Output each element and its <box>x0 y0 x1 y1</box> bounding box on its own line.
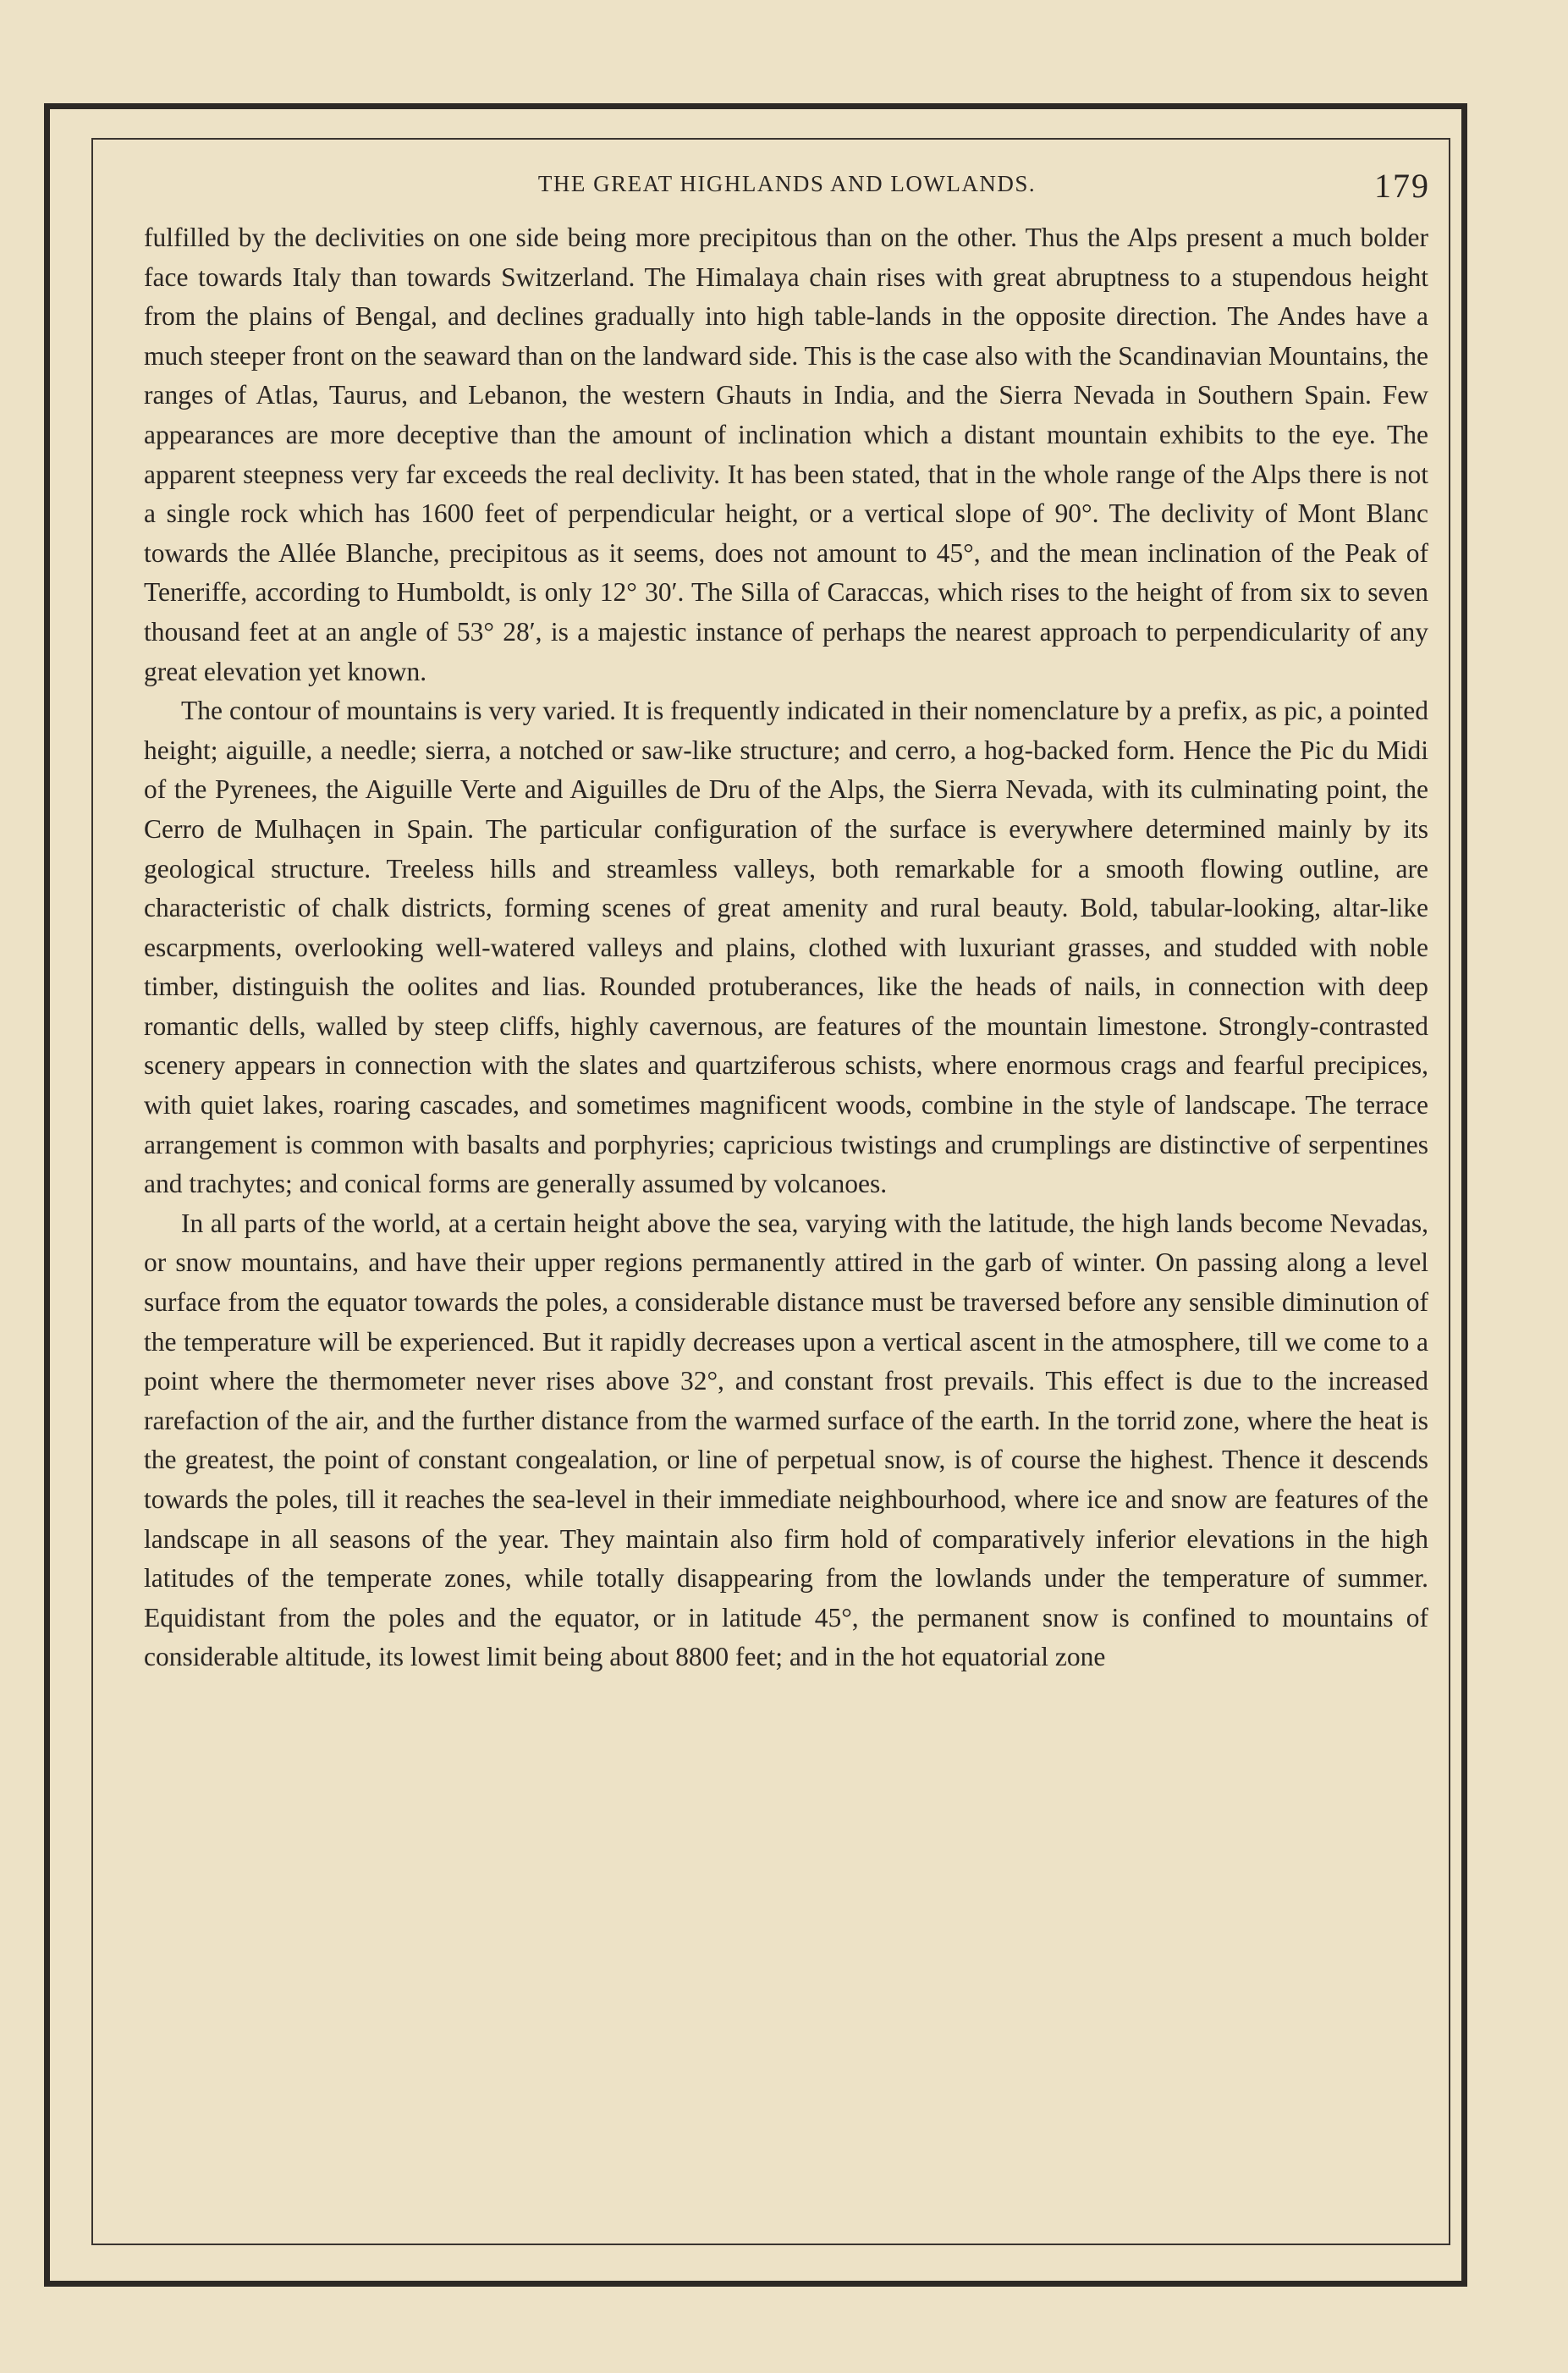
paragraph: fulfilled by the declivities on one side being more precipitous than on the other. Thus the Alps present a much bolder face towards Italy than towards Switzerland. The Himalaya chain rises with great abruptness to a stupendous height from the plains of Bengal, and declines gradually into high table-lands in the opposite direction. The Andes have a much steeper front on the seaward than on the landward side. This is the case also with the Scandinavian Mountains, the ranges of Atlas, Taurus, and Lebanon, the western Ghauts in India, and the Sierra Nevada in Southern Spain. Few appearances are more deceptive than the amount of inclination which a distant mountain exhibits to the eye. The apparent steepness very far exceeds the real declivity. It has been stated, that in the whole range of the Alps there is not a single rock which has 1600 feet of perpendicular height, or a vertical slope of 90°. The declivity of Mont Blanc towards the Allée Blanche, precipitous as it seems, does not amount to 45°, and the mean inclination of the Peak of Teneriffe, according to Humboldt, is only 12° 30′. The Silla of Caraccas, which rises to the height of from six to seven thousand feet at an angle of 53° 28′, is a majestic instance of perhaps the nearest approach to perpendicularity of any great elevation yet known. <box>144 223 1428 686</box>
page-number: 179 <box>1374 167 1430 205</box>
running-head <box>144 169 1430 212</box>
body-text <box>144 218 1428 1677</box>
header-title: THE GREAT HIGHLANDS AND LOWLANDS. <box>537 171 1037 196</box>
paragraph: The contour of mountains is very varied. It is frequently indicated in their nomenclature by a prefix, as pic, a pointed height; aiguille, a needle; sierra, a notched or saw-like structure; and cerro, a hog-backed form. Hence the Pic du Midi of the Pyrenees, the Aiguille Verte and Aiguilles de Dru of the Alps, the Sierra Nevada, with its culminating point, the Cerro de Mulhaçen in Spain. The particular configuration of the surface is everywhere determined mainly by its geological structure. Treeless hills and streamless valleys, both remarkable for a smooth flowing outline, are characteristic of chalk districts, forming scenes of great amenity and rural beauty. Bold, tabular-looking, altar-like escarpments, overlooking well-watered valleys and plains, clothed with luxuriant grasses, and studded with noble timber, distinguish the oolites and lias. Rounded protuberances, like the heads of nails, in connection with deep romantic dells, walled by steep cliffs, highly cavernous, are features of the mountain limestone. Strongly-contrasted scenery appears in connection with the slates and quartziferous schists, where enormous crags and fearful precipices, with quiet lakes, roaring cascades, and sometimes magnificent woods, combine in the style of landscape. The terrace arrangement is common with basalts and porphyries; capricious twistings and crumplings are distinctive of serpentines and trachytes; and conical forms are generally assumed by volcanoes. <box>144 696 1428 1199</box>
paragraph: In all parts of the world, at a certain height above the sea, varying with the latitude, the high lands become Nevadas, or snow mountains, and have their upper regions permanently attired in the garb of winter. On passing along a level surface from the equator towards the poles, a considerable distance must be traversed before any sensible diminution of the temperature will be experienced. But it rapidly decreases upon a vertical ascent in the atmosphere, till we come to a point where the thermometer never rises above 32°, and constant frost prevails. This effect is due to the increased rarefaction of the air, and the further distance from the warmed surface of the earth. In the torrid zone, where the heat is the greatest, the point of constant congealation, or line of perpetual snow, is of course the highest. Thence it descends towards the poles, till it reaches the sea-level in their immediate neighbourhood, where ice and snow are features of the landscape in all seasons of the year. They maintain also firm hold of comparatively inferior elevations in the high latitudes of the temperate zones, while totally disappearing from the lowlands under the temperature of summer. Equidistant from the poles and the equator, or in latitude 45°, the permanent snow is confined to mountains of considerable altitude, its lowest limit being about 8800 feet; and in the hot equatorial zone <box>144 1208 1428 1672</box>
